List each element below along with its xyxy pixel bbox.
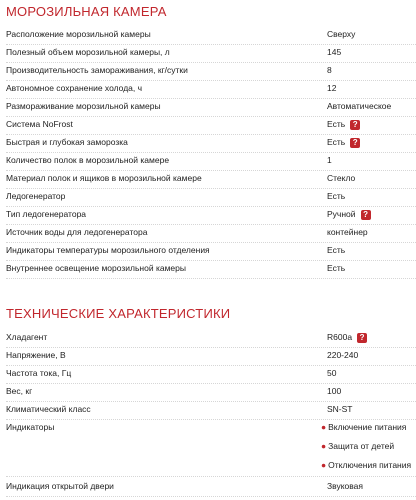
indicator-text: Отключения питания: [328, 460, 412, 470]
spec-row-autonomous-cold: [6, 80, 416, 99]
spec-label: Напряжение, В: [6, 350, 66, 360]
spec-value: Есть: [327, 263, 346, 273]
spec-row-weight: [6, 383, 416, 402]
spec-row-frequency: [6, 365, 416, 384]
section-title-freezer: МОРОЗИЛЬНАЯ КАМЕРА: [6, 4, 167, 19]
spec-row-quick-freeze: [6, 134, 416, 153]
bullet-icon: ●: [321, 460, 327, 470]
help-icon[interactable]: ?: [350, 120, 360, 130]
spec-label: Частота тока, Гц: [6, 368, 72, 378]
spec-value-text: Есть: [327, 119, 346, 129]
spec-label: Полезный объем морозильной камеры, л: [6, 47, 170, 57]
spec-value-text: Ручной: [327, 209, 356, 219]
spec-value: 12: [327, 83, 337, 93]
spec-value: Есть: [327, 245, 346, 255]
spec-label: Источник воды для ледогенератора: [6, 227, 148, 237]
spec-value: [327, 332, 367, 343]
spec-value: Автоматическое: [327, 101, 392, 111]
spec-label: Вес, кг: [6, 386, 33, 396]
spec-label: Климатический класс: [6, 404, 91, 414]
bullet-icon: ●: [321, 441, 327, 451]
indicator-item: [321, 460, 411, 470]
spec-label: Количество полок в морозильной камере: [6, 155, 170, 165]
spec-row-refrigerant: [6, 329, 416, 348]
spec-label: Хладагент: [6, 332, 48, 342]
spec-row-shelves-count: [6, 152, 416, 171]
spec-row-door-indicator: [6, 478, 416, 497]
spec-value: Есть: [327, 191, 346, 201]
spec-row-defrost: [6, 98, 416, 117]
spec-value: SN-ST: [327, 404, 353, 414]
spec-value: Звуковая: [327, 481, 364, 491]
spec-value: [327, 137, 360, 148]
help-icon[interactable]: ?: [357, 333, 367, 343]
spec-label: Система NoFrost: [6, 119, 73, 129]
spec-value: 220-240: [327, 350, 359, 360]
spec-label: Внутреннее освещение морозильной камеры: [6, 263, 186, 273]
spec-label: Индикаторы температуры морозильного отделения: [6, 245, 210, 255]
spec-value: 1: [327, 155, 332, 165]
spec-label: Тип ледогенератора: [6, 209, 87, 219]
spec-value-text: Есть: [327, 137, 346, 147]
spec-value: [327, 209, 371, 220]
spec-row-voltage: [6, 347, 416, 366]
spec-label: Производительность замораживания, кг/сутки: [6, 65, 188, 75]
spec-row-freezer-volume: [6, 44, 416, 63]
spec-row-freezer-position: [6, 26, 416, 45]
help-icon[interactable]: ?: [350, 138, 360, 148]
indicator-text: Включение питания: [328, 422, 407, 432]
spec-label: Ледогенератор: [6, 191, 66, 201]
spec-row-nofrost: [6, 116, 416, 135]
spec-row-climate-class: [6, 401, 416, 420]
indicator-item: [321, 422, 406, 432]
spec-value: 8: [327, 65, 332, 75]
spec-value-text: R600a: [327, 332, 353, 342]
spec-label: Материал полок и ящиков в морозильной камере: [6, 173, 202, 183]
spec-label: Быстрая и глубокая заморозка: [6, 137, 128, 147]
spec-row-ice-water-source: [6, 224, 416, 243]
section-title-tech-specs: ТЕХНИЧЕСКИЕ ХАРАКТЕРИСТИКИ: [6, 306, 231, 321]
spec-label: Автономное сохранение холода, ч: [6, 83, 143, 93]
indicator-item: [321, 441, 394, 451]
spec-row-ice-maker: [6, 188, 416, 207]
spec-value: Сверху: [327, 29, 356, 39]
spec-row-freezing-capacity: [6, 62, 416, 81]
spec-label: Размораживание морозильной камеры: [6, 101, 161, 111]
spec-value: 145: [327, 47, 342, 57]
spec-value: [327, 119, 360, 130]
help-icon[interactable]: ?: [361, 210, 371, 220]
spec-label: Индикация открытой двери: [6, 481, 114, 491]
spec-row-inner-light: [6, 260, 416, 279]
spec-row-temp-indicators: [6, 242, 416, 261]
spec-value: контейнер: [327, 227, 368, 237]
spec-label: Расположение морозильной камеры: [6, 29, 151, 39]
bullet-icon: ●: [321, 422, 327, 432]
spec-row-indicators: [6, 419, 416, 477]
indicator-text: Защита от детей: [328, 441, 395, 451]
spec-row-ice-maker-type: [6, 206, 416, 225]
spec-value: 100: [327, 386, 342, 396]
spec-value: 50: [327, 368, 337, 378]
spec-label: Индикаторы: [6, 422, 55, 432]
spec-row-shelves-material: [6, 170, 416, 189]
spec-value: Стекло: [327, 173, 356, 183]
